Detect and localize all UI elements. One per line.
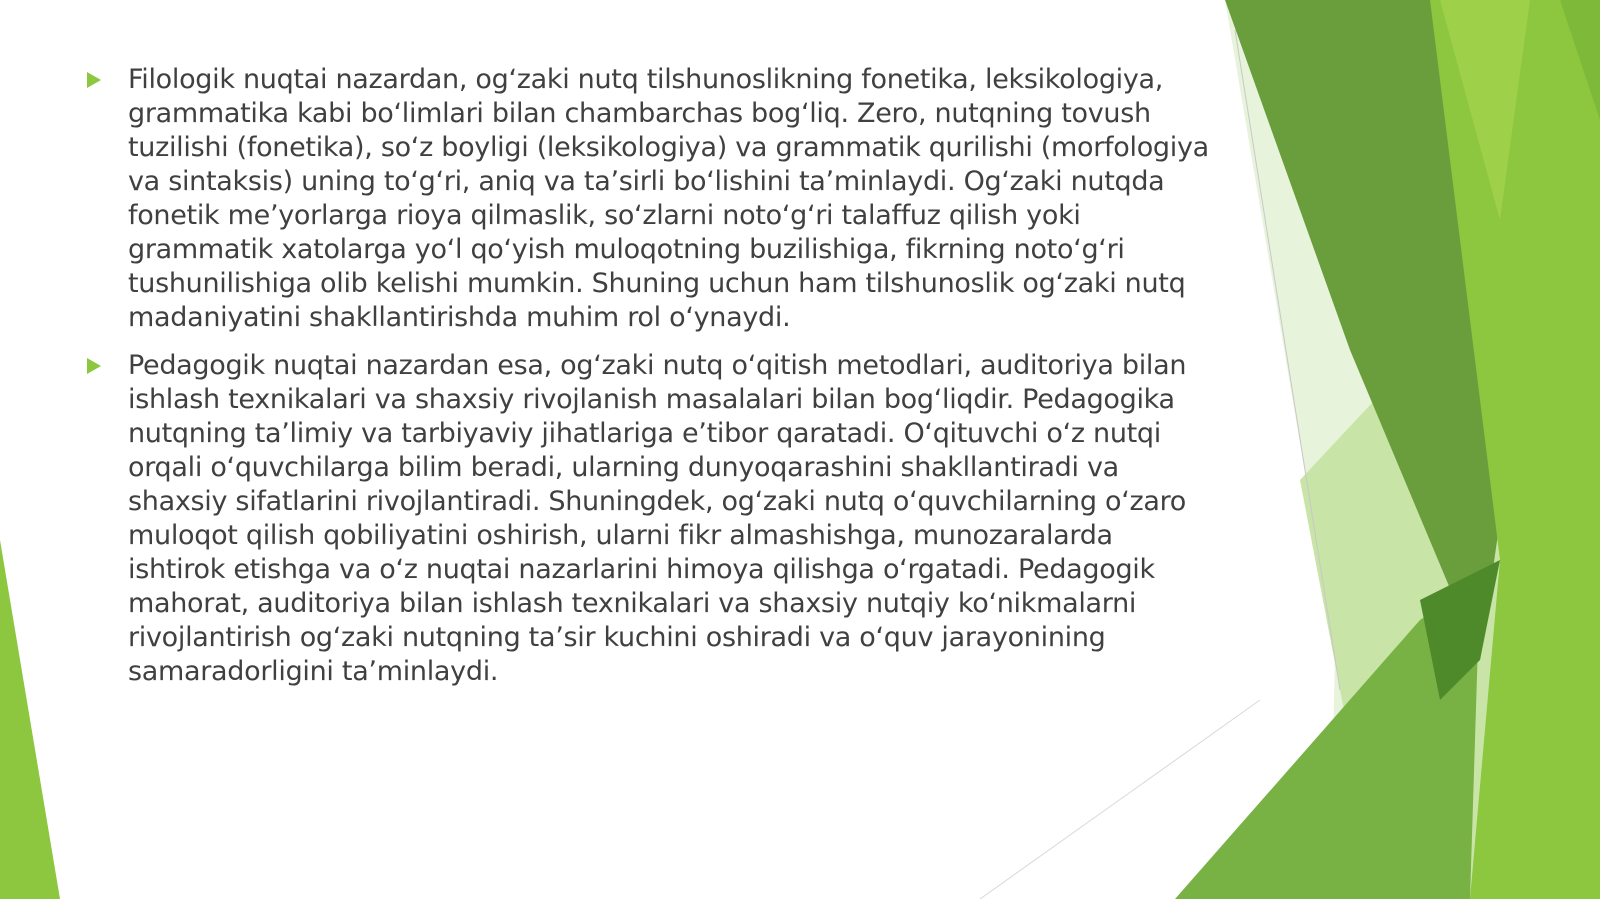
triangle-bullet-icon — [87, 358, 101, 374]
left-green-facet — [0, 540, 60, 899]
triangle-bullet-icon — [87, 72, 101, 88]
slide-body — [85, 63, 1215, 703]
bullet-item — [85, 349, 1215, 689]
bullet-item — [85, 63, 1215, 335]
bullet-text: Filologik nuqtai nazardan, ogʻzaki nutq tilshunoslikning fonetika, leksikologiya, grammatika kabi boʻlimlari bilan chambarchas bogʻliq. Zero, nutqning tovush tuzilishi (fonetika), soʻz boyligi (leksikologiya) va grammatik qurilishi (morfologiya va sintaksis) uning toʻgʻri, aniq va taʼsirli boʻlishini taʼminlaydi. Ogʻzaki nutqda fonetik meʼyorlarga rioya qilmaslik, soʻzlarni notoʻgʻri talaffuz qilish yoki grammatik xatolarga yoʻl qoʻyish muloqotning buzilishiga, fikrning notoʻgʻri tushunilishiga olib kelishi mumkin. Shuning uchun ham tilshunoslik ogʻzaki nutq madaniyatini shakllantirishda muhim rol oʻynaydi. — [128, 64, 1209, 333]
bullet-text: Pedagogik nuqtai nazardan esa, ogʻzaki nutq oʻqitish metodlari, auditoriya bilan ishlash texnikalari va shaxsiy rivojlanish masalalari bilan bogʻliqdir. Pedagogika nutqning taʼlimiy va tarbiyaviy jihatlariga eʼtibor qaratadi. Oʻqituvchi oʻz nutqi orqali oʻquvchilarga bilim beradi, ularning dunyoqarashini shakllantiradi va shaxsiy sifatlarini rivojlantiradi. Shuningdek, ogʻzaki nutq oʻquvchilarning oʻzaro muloqot qilish qobiliyatini oshirish, ularni fikr almashishga, munozaralarda ishtirok etishga va oʻz nuqtai nazarlarini himoya qilishga oʻrgatadi. Pedagogik mahorat, auditoriya bilan ishlash texnikalari va shaxsiy nutqiy koʻnikmalarni rivojlantirish ogʻzaki nutqning taʼsir kuchini oshiradi va oʻquv jarayonining samaradorligini taʼminlaydi. — [128, 350, 1187, 687]
